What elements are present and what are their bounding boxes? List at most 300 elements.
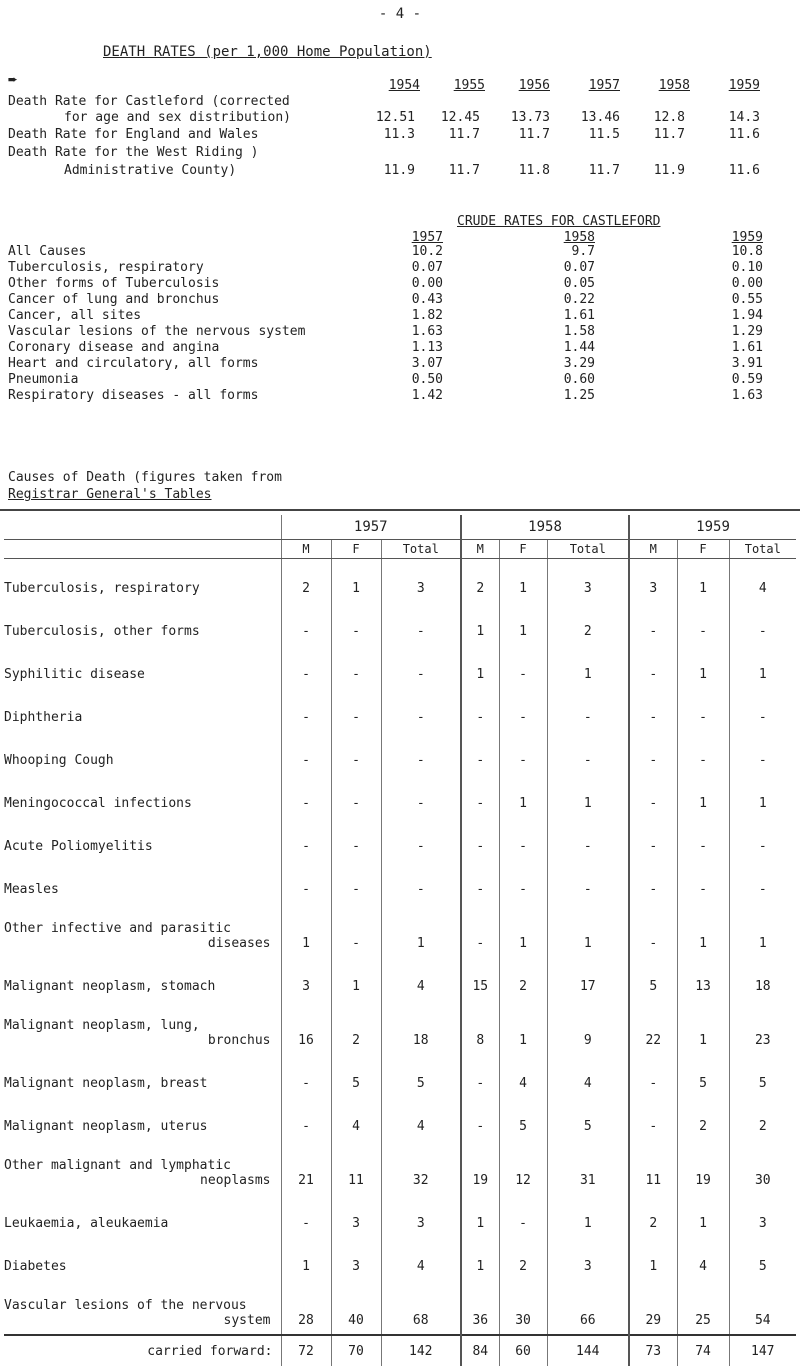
crude-value: 1.29 bbox=[731, 324, 763, 339]
table-cell: - bbox=[629, 1097, 677, 1140]
table-cell: 5 bbox=[547, 1097, 629, 1140]
table-cell: - bbox=[729, 602, 796, 645]
table-cell: - bbox=[629, 860, 677, 903]
table-row bbox=[4, 903, 796, 957]
table-cell: - bbox=[281, 774, 331, 817]
rates-value: 11.8 bbox=[518, 163, 550, 178]
table-cell: 13 bbox=[677, 957, 729, 1000]
table-cell: - bbox=[629, 645, 677, 688]
cause-label bbox=[4, 1000, 281, 1054]
table-cell: - bbox=[547, 731, 629, 774]
table-row bbox=[4, 1000, 796, 1054]
table-cell: - bbox=[629, 688, 677, 731]
table-cell: - bbox=[629, 602, 677, 645]
rates-value: 11.7 bbox=[653, 127, 685, 142]
year-header: 1958 bbox=[461, 515, 629, 540]
crude-value: 0.55 bbox=[731, 292, 763, 307]
table-cell: 84 bbox=[461, 1335, 499, 1366]
table-cell: 2 bbox=[499, 1237, 547, 1280]
table-cell: 5 bbox=[629, 957, 677, 1000]
table-cell: 1 bbox=[677, 774, 729, 817]
table-cell: - bbox=[461, 817, 499, 860]
table-cell: 32 bbox=[381, 1140, 461, 1194]
rates-value: 14.3 bbox=[728, 110, 760, 125]
table-cell: 36 bbox=[461, 1280, 499, 1335]
table-cell: - bbox=[461, 1097, 499, 1140]
crude-row-label: Tuberculosis, respiratory bbox=[8, 260, 204, 275]
table-cell: 1 bbox=[677, 903, 729, 957]
table-cell: 5 bbox=[381, 1054, 461, 1097]
crude-value: 0.50 bbox=[411, 372, 443, 387]
table-cell: 5 bbox=[331, 1054, 381, 1097]
crude-row-label: Cancer, all sites bbox=[8, 308, 142, 323]
crude-value: 0.10 bbox=[731, 260, 763, 275]
year-header: 1957 bbox=[281, 515, 461, 540]
table-cell: 1 bbox=[729, 903, 796, 957]
crude-value: 0.43 bbox=[411, 292, 443, 307]
table-row bbox=[4, 957, 796, 1000]
table-row bbox=[4, 1237, 796, 1280]
table-cell: 60 bbox=[499, 1335, 547, 1366]
table-top-rule bbox=[0, 509, 800, 511]
table-cell: - bbox=[629, 817, 677, 860]
page-heading: DEATH RATES (per 1,000 Home Population) bbox=[103, 44, 432, 60]
table-row bbox=[4, 1194, 796, 1237]
cause-label: Meningococcal infections bbox=[4, 796, 192, 811]
table-cell: - bbox=[281, 688, 331, 731]
table-cell: 2 bbox=[281, 559, 331, 603]
cause-label-line: Other infective and parasitic bbox=[4, 921, 231, 936]
table-cell: 11 bbox=[331, 1140, 381, 1194]
carried-forward-label: carried forward: bbox=[4, 1335, 281, 1366]
table-cell: 5 bbox=[499, 1097, 547, 1140]
table-cell: - bbox=[729, 860, 796, 903]
year-header-row bbox=[4, 515, 796, 540]
table-cell: 72 bbox=[281, 1335, 331, 1366]
cause-label: Diphtheria bbox=[4, 710, 83, 725]
table-cell: 3 bbox=[331, 1194, 381, 1237]
cause-label-line: Vascular lesions of the nervous bbox=[4, 1298, 247, 1313]
rates-value: 11.7 bbox=[448, 163, 480, 178]
table-cell: - bbox=[381, 731, 461, 774]
table-cell: - bbox=[547, 817, 629, 860]
table-cell: 1 bbox=[629, 1237, 677, 1280]
arrow-icon: ➨ bbox=[8, 70, 18, 89]
rates-value: 11.6 bbox=[728, 163, 760, 178]
causes-caption: Causes of Death (figures taken from bbox=[8, 470, 282, 485]
table-cell: 2 bbox=[499, 957, 547, 1000]
table-cell: - bbox=[461, 903, 499, 957]
crude-value: 1.25 bbox=[563, 388, 595, 403]
table-cell: - bbox=[331, 774, 381, 817]
table-cell: 28 bbox=[281, 1280, 331, 1335]
table-cell: 2 bbox=[547, 602, 629, 645]
sex-header: F bbox=[677, 540, 729, 559]
cause-label: Diabetes bbox=[4, 1259, 67, 1274]
table-cell: - bbox=[677, 602, 729, 645]
crude-value: 0.05 bbox=[563, 276, 595, 291]
rates-year: 1959 bbox=[728, 78, 760, 93]
table-cell: - bbox=[281, 860, 331, 903]
causes-caption: Registrar General's Tables bbox=[8, 487, 212, 502]
table-cell: - bbox=[331, 688, 381, 731]
cause-label: Whooping Cough bbox=[4, 753, 114, 768]
crude-value: 1.13 bbox=[411, 340, 443, 355]
rates-value: 11.6 bbox=[728, 127, 760, 142]
crude-row-label: Cancer of lung and bronchus bbox=[8, 292, 220, 307]
rates-year: 1958 bbox=[658, 78, 690, 93]
table-cell: 1 bbox=[461, 1237, 499, 1280]
table-cell: - bbox=[547, 860, 629, 903]
table-row bbox=[4, 645, 796, 688]
table-cell: 19 bbox=[461, 1140, 499, 1194]
rates-value: 11.9 bbox=[653, 163, 685, 178]
crude-year: 1959 bbox=[731, 230, 763, 245]
crude-row-label: Other forms of Tuberculosis bbox=[8, 276, 220, 291]
rates-row-label: Administrative County) bbox=[64, 163, 237, 178]
table-cell: 8 bbox=[461, 1000, 499, 1054]
crude-year: 1957 bbox=[411, 230, 443, 245]
table-cell: 1 bbox=[499, 903, 547, 957]
table-cell: 2 bbox=[677, 1097, 729, 1140]
crude-value: 0.59 bbox=[731, 372, 763, 387]
rates-value: 11.9 bbox=[383, 163, 415, 178]
table-cell: 40 bbox=[331, 1280, 381, 1335]
crude-row-label: Pneumonia bbox=[8, 372, 79, 387]
table-cell: 4 bbox=[381, 1237, 461, 1280]
table-cell: 18 bbox=[381, 1000, 461, 1054]
table-cell: 5 bbox=[677, 1054, 729, 1097]
table-cell: 22 bbox=[629, 1000, 677, 1054]
table-cell: 1 bbox=[461, 1194, 499, 1237]
table-cell: 73 bbox=[629, 1335, 677, 1366]
sex-header: M bbox=[281, 540, 331, 559]
table-cell: 144 bbox=[547, 1335, 629, 1366]
table-cell: 12 bbox=[499, 1140, 547, 1194]
table-cell: - bbox=[331, 731, 381, 774]
table-cell: 3 bbox=[547, 559, 629, 603]
table-cell: 1 bbox=[461, 645, 499, 688]
table-cell: 1 bbox=[281, 903, 331, 957]
rates-value: 11.7 bbox=[448, 127, 480, 142]
rates-value: 11.7 bbox=[518, 127, 550, 142]
table-cell: 4 bbox=[677, 1237, 729, 1280]
table-cell: 68 bbox=[381, 1280, 461, 1335]
table-cell: 3 bbox=[281, 957, 331, 1000]
table-row bbox=[4, 559, 796, 603]
carried-forward-row bbox=[4, 1335, 796, 1366]
table-cell: 18 bbox=[729, 957, 796, 1000]
table-cell: 11 bbox=[629, 1140, 677, 1194]
cause-label: Malignant neoplasm, breast bbox=[4, 1076, 208, 1091]
causes-table-body bbox=[4, 559, 796, 1336]
crude-value: 1.63 bbox=[731, 388, 763, 403]
table-cell: - bbox=[281, 602, 331, 645]
table-cell: 3 bbox=[381, 559, 461, 603]
table-cell: 29 bbox=[629, 1280, 677, 1335]
table-row bbox=[4, 731, 796, 774]
table-cell: 1 bbox=[547, 645, 629, 688]
table-cell: 4 bbox=[499, 1054, 547, 1097]
table-cell: 17 bbox=[547, 957, 629, 1000]
table-cell: - bbox=[381, 688, 461, 731]
table-row bbox=[4, 1097, 796, 1140]
cause-label-line: Malignant neoplasm, lung, bbox=[4, 1018, 200, 1033]
table-cell: - bbox=[281, 645, 331, 688]
table-cell: - bbox=[331, 860, 381, 903]
cause-label-line: bronchus bbox=[207, 1033, 271, 1048]
rates-value: 12.45 bbox=[440, 110, 480, 125]
table-cell: 70 bbox=[331, 1335, 381, 1366]
table-cell: - bbox=[547, 688, 629, 731]
table-cell: - bbox=[677, 817, 729, 860]
table-cell: - bbox=[729, 817, 796, 860]
crude-value: 9.7 bbox=[571, 244, 595, 259]
table-row bbox=[4, 774, 796, 817]
table-cell: - bbox=[461, 688, 499, 731]
table-cell: - bbox=[629, 1054, 677, 1097]
crude-value: 0.07 bbox=[411, 260, 443, 275]
table-cell: 4 bbox=[729, 559, 796, 603]
table-cell: - bbox=[381, 602, 461, 645]
rates-row-label: for age and sex distribution) bbox=[64, 110, 291, 125]
crude-value: 1.58 bbox=[563, 324, 595, 339]
year-header: 1959 bbox=[629, 515, 796, 540]
crude-row-label: All Causes bbox=[8, 244, 87, 259]
sex-header: F bbox=[499, 540, 547, 559]
table-cell: 1 bbox=[461, 602, 499, 645]
crude-value: 10.2 bbox=[411, 244, 443, 259]
rates-year: 1955 bbox=[453, 78, 485, 93]
table-cell: - bbox=[499, 1194, 547, 1237]
table-cell: - bbox=[499, 860, 547, 903]
table-cell: 9 bbox=[547, 1000, 629, 1054]
crude-rates-title: CRUDE RATES FOR CASTLEFORD bbox=[457, 214, 661, 229]
table-cell: - bbox=[499, 817, 547, 860]
table-cell: 1 bbox=[729, 774, 796, 817]
cause-label: Tuberculosis, other forms bbox=[4, 624, 200, 639]
table-cell: - bbox=[499, 645, 547, 688]
table-cell: 3 bbox=[381, 1194, 461, 1237]
causes-of-death-table bbox=[4, 515, 796, 1366]
table-row bbox=[4, 817, 796, 860]
table-cell: 2 bbox=[629, 1194, 677, 1237]
rates-value: 11.3 bbox=[383, 127, 415, 142]
table-cell: 1 bbox=[547, 774, 629, 817]
table-cell: - bbox=[629, 903, 677, 957]
rates-row-label: Death Rate for the West Riding ) bbox=[8, 145, 259, 160]
sex-header: F bbox=[331, 540, 381, 559]
cause-label: Measles bbox=[4, 882, 59, 897]
table-cell: - bbox=[281, 817, 331, 860]
table-cell: - bbox=[381, 817, 461, 860]
sex-header: M bbox=[629, 540, 677, 559]
table-row bbox=[4, 602, 796, 645]
crude-year: 1958 bbox=[563, 230, 595, 245]
table-cell: - bbox=[461, 1054, 499, 1097]
crude-row-label: Coronary disease and angina bbox=[8, 340, 220, 355]
table-cell: - bbox=[499, 688, 547, 731]
crude-row-label: Heart and circulatory, all forms bbox=[8, 356, 259, 371]
table-cell: - bbox=[381, 774, 461, 817]
cause-label-line: diseases bbox=[207, 936, 271, 951]
crude-value: 1.61 bbox=[731, 340, 763, 355]
cause-label-line: system bbox=[223, 1313, 271, 1328]
rates-value: 12.8 bbox=[653, 110, 685, 125]
table-cell: 15 bbox=[461, 957, 499, 1000]
table-cell: - bbox=[381, 860, 461, 903]
table-cell: 147 bbox=[729, 1335, 796, 1366]
table-cell: 31 bbox=[547, 1140, 629, 1194]
table-cell: - bbox=[677, 860, 729, 903]
table-row bbox=[4, 1140, 796, 1194]
table-cell: 1 bbox=[331, 559, 381, 603]
table-cell: 1 bbox=[499, 774, 547, 817]
rates-value: 11.7 bbox=[588, 163, 620, 178]
rates-row-label: Death Rate for England and Wales bbox=[8, 127, 259, 142]
sex-header: Total bbox=[729, 540, 796, 559]
sex-header: Total bbox=[547, 540, 629, 559]
table-cell: 30 bbox=[499, 1280, 547, 1335]
table-cell: - bbox=[331, 903, 381, 957]
table-cell: 3 bbox=[547, 1237, 629, 1280]
table-cell: - bbox=[461, 774, 499, 817]
table-cell: 19 bbox=[677, 1140, 729, 1194]
crude-value: 0.07 bbox=[563, 260, 595, 275]
table-cell: 1 bbox=[331, 957, 381, 1000]
rates-value: 12.51 bbox=[375, 110, 415, 125]
table-cell: - bbox=[729, 688, 796, 731]
table-cell: 1 bbox=[547, 903, 629, 957]
table-cell: - bbox=[381, 645, 461, 688]
crude-value: 1.82 bbox=[411, 308, 443, 323]
crude-value: 3.29 bbox=[563, 356, 595, 371]
crude-value: 3.07 bbox=[411, 356, 443, 371]
sex-header: M bbox=[461, 540, 499, 559]
crude-value: 3.91 bbox=[731, 356, 763, 371]
table-cell: - bbox=[461, 860, 499, 903]
table-cell: - bbox=[331, 645, 381, 688]
table-cell: - bbox=[281, 1097, 331, 1140]
sex-header-row bbox=[4, 540, 796, 559]
page-number: - 4 - bbox=[378, 6, 422, 22]
table-cell: 5 bbox=[729, 1237, 796, 1280]
table-cell: 1 bbox=[499, 602, 547, 645]
table-cell: 21 bbox=[281, 1140, 331, 1194]
table-cell: 3 bbox=[331, 1237, 381, 1280]
rates-value: 13.73 bbox=[510, 110, 550, 125]
crude-value: 1.94 bbox=[731, 308, 763, 323]
crude-value: 0.00 bbox=[411, 276, 443, 291]
cause-label bbox=[4, 1280, 281, 1335]
table-cell: 1 bbox=[677, 559, 729, 603]
table-cell: 1 bbox=[499, 1000, 547, 1054]
table-cell: - bbox=[677, 688, 729, 731]
table-row bbox=[4, 860, 796, 903]
cause-label-line: neoplasms bbox=[200, 1173, 271, 1188]
table-cell: - bbox=[281, 731, 331, 774]
crude-value: 10.8 bbox=[731, 244, 763, 259]
table-cell: 1 bbox=[499, 559, 547, 603]
cause-label bbox=[4, 903, 281, 957]
table-cell: - bbox=[331, 817, 381, 860]
table-cell: 2 bbox=[461, 559, 499, 603]
table-cell: 66 bbox=[547, 1280, 629, 1335]
table-row bbox=[4, 688, 796, 731]
table-cell: 1 bbox=[547, 1194, 629, 1237]
table-cell: 4 bbox=[381, 957, 461, 1000]
crude-value: 0.22 bbox=[563, 292, 595, 307]
cause-label: Tuberculosis, respiratory bbox=[4, 581, 200, 596]
table-cell: 1 bbox=[677, 1000, 729, 1054]
rates-value: 11.5 bbox=[588, 127, 620, 142]
cause-label bbox=[4, 1140, 281, 1194]
table-cell: - bbox=[461, 731, 499, 774]
table-cell: 30 bbox=[729, 1140, 796, 1194]
rates-value: 13.46 bbox=[580, 110, 620, 125]
cause-label: Syphilitic disease bbox=[4, 667, 145, 682]
crude-value: 0.60 bbox=[563, 372, 595, 387]
table-cell: - bbox=[499, 731, 547, 774]
table-cell: 74 bbox=[677, 1335, 729, 1366]
table-cell: 3 bbox=[729, 1194, 796, 1237]
table-cell: 2 bbox=[331, 1000, 381, 1054]
table-cell: 1 bbox=[281, 1237, 331, 1280]
table-cell: 2 bbox=[729, 1097, 796, 1140]
crude-value: 0.00 bbox=[731, 276, 763, 291]
cause-label: Acute Poliomyelitis bbox=[4, 839, 153, 854]
table-cell: - bbox=[281, 1054, 331, 1097]
crude-value: 1.44 bbox=[563, 340, 595, 355]
table-cell: 1 bbox=[729, 645, 796, 688]
rates-row-label: Death Rate for Castleford (corrected bbox=[8, 94, 290, 109]
cause-label: Leukaemia, aleukaemia bbox=[4, 1216, 169, 1231]
table-cell: - bbox=[281, 1194, 331, 1237]
table-cell: 1 bbox=[381, 903, 461, 957]
table-cell: - bbox=[729, 731, 796, 774]
table-cell: 1 bbox=[677, 645, 729, 688]
cause-label: Malignant neoplasm, uterus bbox=[4, 1119, 208, 1134]
table-cell: 25 bbox=[677, 1280, 729, 1335]
table-cell: 54 bbox=[729, 1280, 796, 1335]
table-cell: 4 bbox=[331, 1097, 381, 1140]
sex-header: Total bbox=[381, 540, 461, 559]
rates-year: 1954 bbox=[388, 78, 420, 93]
table-row bbox=[4, 1280, 796, 1335]
rates-year: 1956 bbox=[518, 78, 550, 93]
table-cell: 4 bbox=[381, 1097, 461, 1140]
crude-value: 1.63 bbox=[411, 324, 443, 339]
rates-year: 1957 bbox=[588, 78, 620, 93]
crude-row-label: Respiratory diseases - all forms bbox=[8, 388, 259, 403]
table-cell: 4 bbox=[547, 1054, 629, 1097]
table-cell: - bbox=[677, 731, 729, 774]
table-cell: 5 bbox=[729, 1054, 796, 1097]
table-cell: 23 bbox=[729, 1000, 796, 1054]
table-cell: - bbox=[629, 731, 677, 774]
crude-value: 1.42 bbox=[411, 388, 443, 403]
table-cell: 142 bbox=[381, 1335, 461, 1366]
cause-label: Malignant neoplasm, stomach bbox=[4, 979, 216, 994]
table-cell: - bbox=[629, 774, 677, 817]
table-cell: - bbox=[331, 602, 381, 645]
cause-label-line: Other malignant and lymphatic bbox=[4, 1158, 231, 1173]
table-cell: 16 bbox=[281, 1000, 331, 1054]
table-cell: 3 bbox=[629, 559, 677, 603]
crude-row-label: Vascular lesions of the nervous system bbox=[8, 324, 306, 339]
table-cell: 1 bbox=[677, 1194, 729, 1237]
table-row bbox=[4, 1054, 796, 1097]
